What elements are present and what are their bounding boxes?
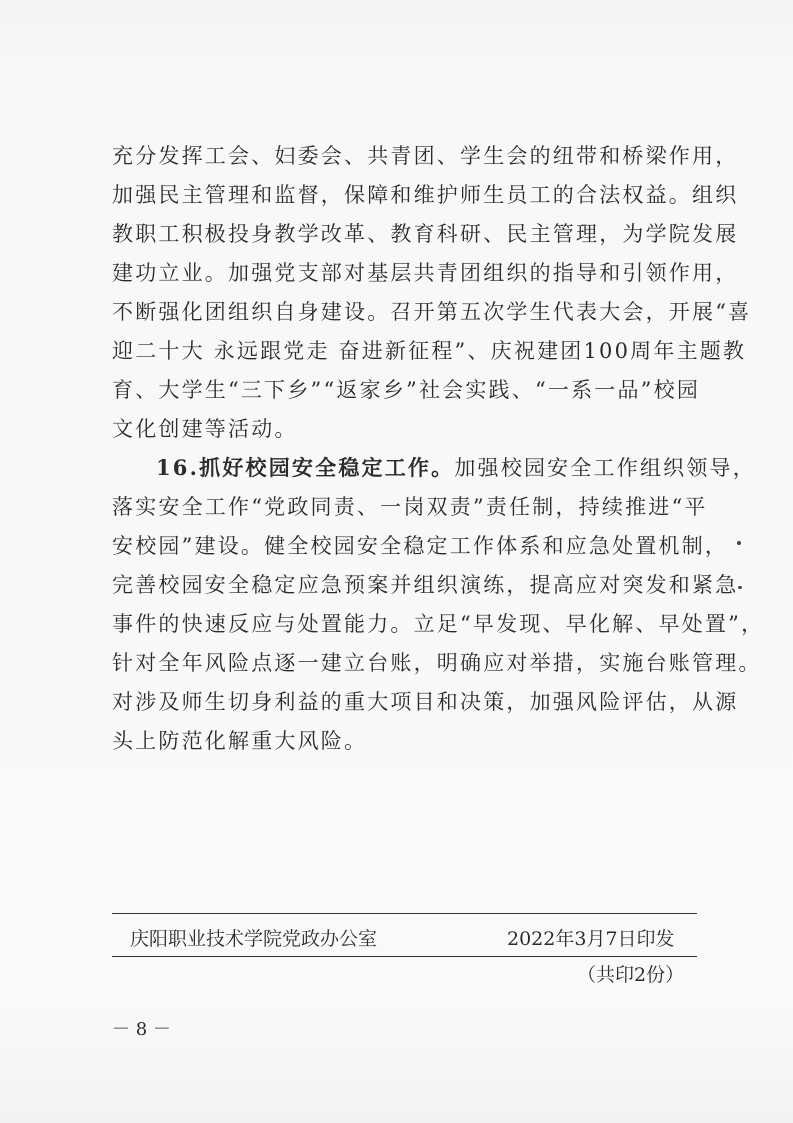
section-line-7: 头上防范化解重大风险。 [112, 729, 368, 753]
footer-bottom-rule [112, 956, 697, 957]
body-line-3: 教职工积极投身教学改革、教育科研、民主管理，为学院发展 [112, 222, 739, 246]
section-line-5: 针对全年风险点逐一建立台账，明确应对举措，实施台账管理。 [112, 651, 762, 675]
page-number: － 8 － [112, 1019, 171, 1040]
body-line-8: 文化创建等活动。 [112, 417, 298, 441]
issue-date: 2022年3月7日印发 [507, 928, 675, 950]
body-line-5: 不断强化团组织自身建设。召开第五次学生代表大会，开展“喜 [112, 300, 752, 324]
scan-speck [738, 586, 742, 589]
body-line-4: 建功立业。加强党支部对基层共青团组织的指导和引领作用， [112, 261, 739, 285]
scan-speck [737, 541, 741, 545]
section-heading: 16.抓好校园安全稳定工作。 [156, 455, 455, 480]
issuer-name: 庆阳职业技术学院党政办公室 [130, 928, 378, 950]
body-line-2: 加强民主管理和监督，保障和维护师生员工的合法权益。组织 [112, 183, 739, 207]
section-line-1: 落实安全工作“党政同责、一岗双责”责任制，持续推进“平 [112, 495, 708, 519]
body-line-1: 充分发挥工会、妇委会、共青团、学生会的纽带和桥梁作用， [112, 144, 739, 168]
body-line-6: 迎二十大 永远跟党走 奋进新征程”、庆祝建团100周年主题教 [112, 339, 747, 363]
section-line-3: 完善校园安全稳定应急预案并组织演练，提高应对突发和紧急 [112, 573, 739, 597]
section-16-first-line [156, 453, 756, 483]
section-line-6: 对涉及师生切身利益的重大项目和决策，加强风险评估，从源 [112, 690, 739, 714]
section-line-2: 安校园”建设。健全校园安全稳定工作体系和应急处置机制， [112, 534, 729, 558]
section-first-line-text: 加强校园安全工作组织领导， [454, 456, 756, 480]
section-line-4: 事件的快速反应与处置能力。立足“早发现、早化解、早处置”， [112, 612, 765, 636]
footer-top-rule [112, 913, 697, 914]
body-line-7: 育、大学生“三下乡”“返家乡”社会实践、“一系一品”校园 [112, 378, 701, 402]
copies-note: （共印2份） [577, 964, 685, 986]
